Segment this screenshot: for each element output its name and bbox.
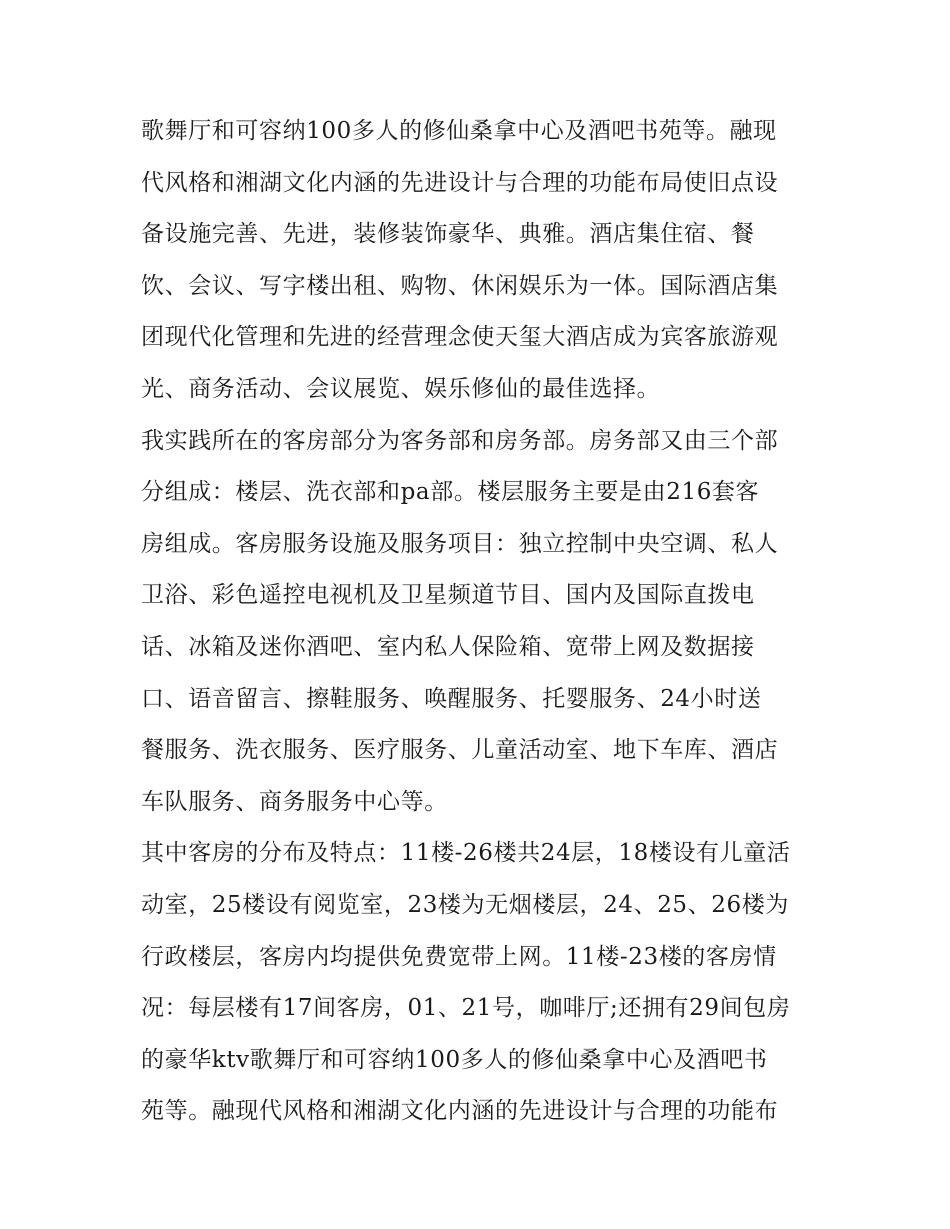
text-line: 的豪华ktv歌舞厅和可容纳100多人的修仙桑拿中心及酒吧书	[141, 1046, 768, 1073]
text-line: 行政楼层，客房内均提供免费宽带上网。11楼-23楼的客房情	[141, 943, 777, 970]
text-line: 分组成：楼层、洗衣部和pa部。楼层服务主要是由216套客	[141, 479, 760, 506]
paragraph-room-distribution	[141, 828, 816, 1138]
text-line: 光、商务活动、会议展览、娱乐修仙的最佳选择。	[141, 375, 661, 402]
text-line: 口、语音留言、擦鞋服务、唤醒服务、托婴服务、24小时送	[141, 685, 762, 712]
text-line: 苑等。融现代风格和湘湖文化内涵的先进设计与合理的功能布	[141, 1098, 779, 1125]
text-line: 饮、会议、写字楼出租、购物、休闲娱乐为一体。国际酒店集	[141, 272, 779, 299]
text-line: 房组成。客房服务设施及服务项目：独立控制中央空调、私人	[141, 530, 779, 557]
paragraph-hotel-facilities	[141, 106, 816, 416]
text-line: 车队服务、商务服务中心等。	[141, 788, 448, 815]
text-line: 我实践所在的客房部分为客务部和房务部。房务部又由三个部	[141, 427, 779, 454]
text-line: 代风格和湘湖文化内涵的先进设计与合理的功能布局使旧点设	[141, 169, 779, 196]
text-line: 其中客房的分布及特点：11楼-26楼共24层，18楼设有儿童活	[141, 840, 791, 867]
paragraph-housekeeping-department	[141, 416, 816, 829]
text-line: 团现代化管理和先进的经营理念使天玺大酒店成为宾客旅游观	[141, 324, 779, 351]
text-line: 餐服务、洗衣服务、医疗服务、儿童活动室、地下车库、酒店	[141, 737, 779, 764]
document-body	[141, 106, 816, 1138]
text-line: 况：每层楼有17间客房，01、21号，咖啡厅;还拥有29间包房	[141, 995, 791, 1022]
text-line: 歌舞厅和可容纳100多人的修仙桑拿中心及酒吧书苑等。融现	[141, 118, 777, 144]
text-line: 备设施完善、先进，装修装饰豪华、典雅。酒店集住宿、餐	[141, 221, 755, 248]
text-line: 动室，25楼设有阅览室，23楼为无烟楼层，24、25、26楼为	[141, 891, 789, 918]
text-line: 卫浴、彩色遥控电视机及卫星频道节目、国内及国际直拨电	[141, 582, 755, 609]
text-line: 话、冰箱及迷你酒吧、室内私人保险箱、宽带上网及数据接	[141, 633, 755, 660]
